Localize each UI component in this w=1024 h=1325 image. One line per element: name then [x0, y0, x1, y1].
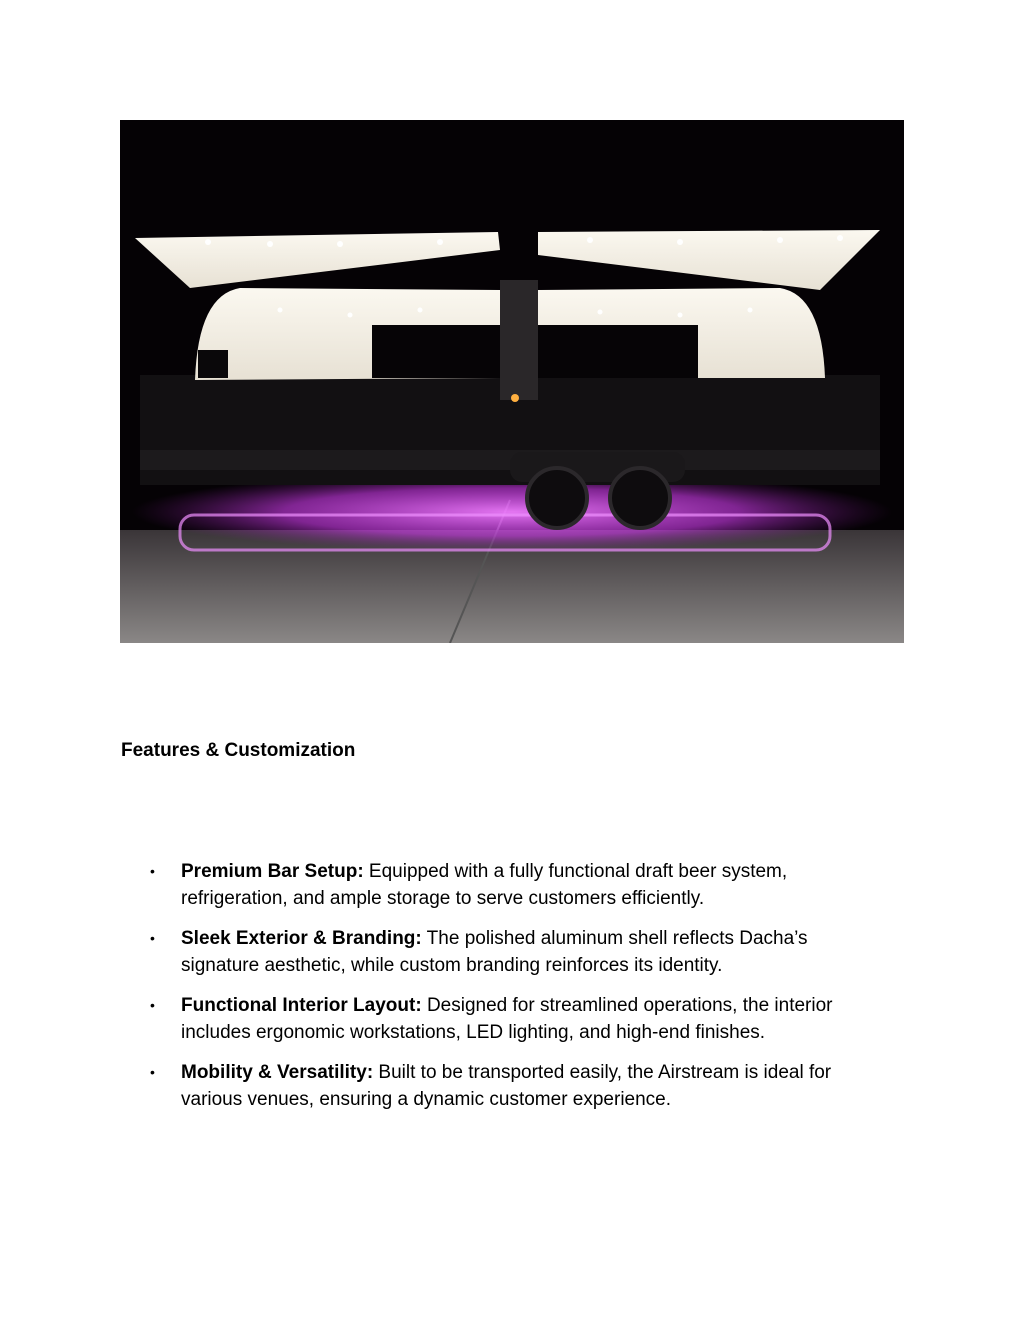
- list-item: [121, 858, 881, 912]
- airstream-photo: [120, 120, 904, 643]
- bullet: •: [150, 930, 155, 946]
- list-item: [121, 992, 881, 1046]
- feature-title: Premium Bar Setup:: [181, 861, 364, 882]
- bullet: •: [150, 863, 155, 879]
- feature-text: Built to be transported easily, the Airstream is ideal for various venues, ensuring a dynamic customer experience.: [181, 1062, 832, 1110]
- list-item: [121, 925, 881, 979]
- airstream-bar-trailer-illustration: [120, 120, 904, 643]
- feature-text: Equipped with a fully functional draft beer system, refrigeration, and ample storage to serve customers efficiently.: [181, 861, 788, 909]
- feature-title: Sleek Exterior & Branding:: [181, 928, 422, 949]
- feature-text: The polished aluminum shell reflects Dacha’s signature aesthetic, while custom branding reinforces its identity.: [181, 928, 808, 976]
- list-item: [121, 1059, 881, 1113]
- bullet: •: [150, 1064, 155, 1080]
- section-heading: Features & Customization: [121, 740, 356, 761]
- feature-text: Designed for streamlined operations, the interior includes ergonomic workstations, LED lighting, and high-end finishes.: [181, 995, 833, 1043]
- feature-title: Mobility & Versatility:: [181, 1062, 374, 1083]
- features-list: [121, 858, 881, 1126]
- bullet: •: [150, 997, 155, 1013]
- feature-title: Functional Interior Layout:: [181, 995, 422, 1016]
